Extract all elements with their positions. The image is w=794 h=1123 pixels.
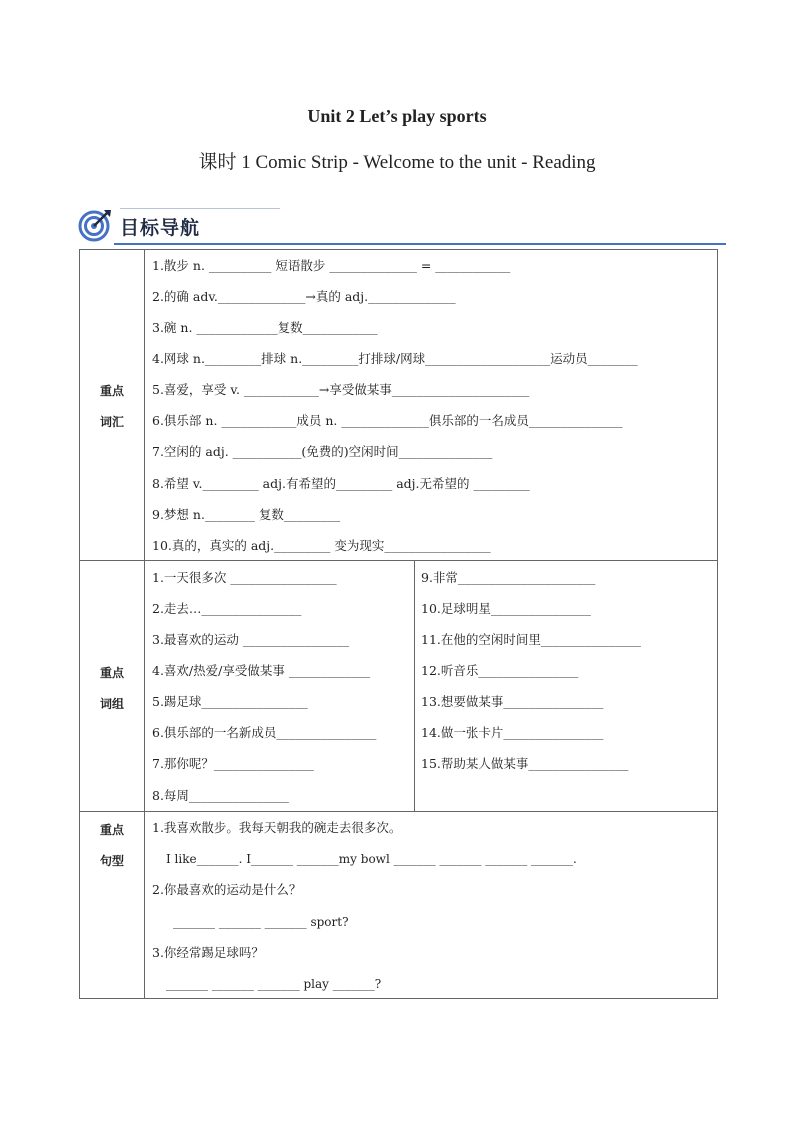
phrase-item: 7.那你呢？________________ [152,756,314,771]
vocab-item: 8.希望 v._________ adj.有希望的_________ adj.无希望的 _________ [152,476,530,491]
vocab-section [79,249,718,561]
phrases-label-line2: 词组 [99,697,124,711]
phrase-item: 12.听音乐________________ [421,663,579,678]
phrase-item: 5.踢足球_________________ [152,694,308,709]
vocab-label [80,250,145,560]
phrase-item: 6.俱乐部的一名新成员________________ [152,725,377,740]
phrase-item: 11.在他的空闲时间里________________ [421,632,641,647]
header-decoration [120,208,280,209]
vocab-item: 7.空闲的 adj. ___________(免费的)空闲时间_______________ [152,444,493,459]
phrase-item: 13.想要做某事________________ [421,694,604,709]
phrase-item: 3.最喜欢的运动 _________________ [152,632,350,647]
sentence-blank: _______ _______ _______ sport? [173,915,349,929]
phrase-item: 1.一天很多次 _________________ [152,570,337,585]
vocab-label-line1: 重点 [99,384,124,398]
sentences-section [79,811,718,999]
sentence-blank: I like_______. I_______ _______my bowl _______ _______ _______ _______. [166,852,577,866]
column-divider [414,561,415,811]
target-icon [78,208,112,242]
vocab-label-line2: 词汇 [99,415,124,429]
sentence-prompt: 1.我喜欢散步。我每天朝我的碗走去很多次。 [152,820,402,835]
phrase-item: 14.做一张卡片________________ [421,725,604,740]
sentences-label-line2: 句型 [99,854,124,868]
phrase-item: 4.喜欢/热爱/享受做某事 _____________ [152,663,371,678]
vocab-item: 10.真的，真实的 adj._________ 变为现实_________________ [152,538,491,553]
vocab-item: 6.俱乐部 n. ____________成员 n. ______________俱乐部的一名成员_______________ [152,413,623,428]
phrases-label [80,561,145,811]
phrases-label-line1: 重点 [99,666,124,680]
phrase-item: 2.走去…________________ [152,601,302,616]
page-subtitle: 课时 1 Comic Strip - Welcome to the unit - Reading [198,152,596,173]
section-header [78,206,726,246]
section-title: 目标导航 [120,217,201,239]
sentence-blank: _______ _______ _______ play _______? [166,977,382,991]
sentence-prompt: 3.你经常踢足球吗？ [152,945,264,960]
sentence-prompt: 2.你最喜欢的运动是什么？ [152,882,302,897]
vocab-item: 9.梦想 n.________ 复数_________ [152,507,341,522]
vocab-item: 2.的确 adv.______________→真的 adj.______________ [152,289,456,304]
page-title: Unit 2 Let’s play sports [307,106,487,126]
sentences-label-line1: 重点 [99,823,124,837]
phrase-item: 15.帮助某人做某事________________ [421,756,629,771]
phrase-item: 8.每周________________ [152,788,289,803]
phrase-item: 10.足球明星________________ [421,601,591,616]
vocab-item: 1.散步 n. __________ 短语散步 ______________ = ____________ [152,258,511,273]
phrases-section [79,560,718,812]
phrase-item: 9.非常______________________ [421,570,596,585]
vocab-item: 3.碗 n. _____________复数____________ [152,320,378,335]
vocab-item: 4.网球 n._________排球 n._________打排球/网球____________________运动员________ [152,351,638,366]
vocab-item: 5.喜爱，享受 v. ____________→享受做某事______________________ [152,382,530,397]
sentences-label [80,812,145,998]
header-rule [114,243,726,245]
